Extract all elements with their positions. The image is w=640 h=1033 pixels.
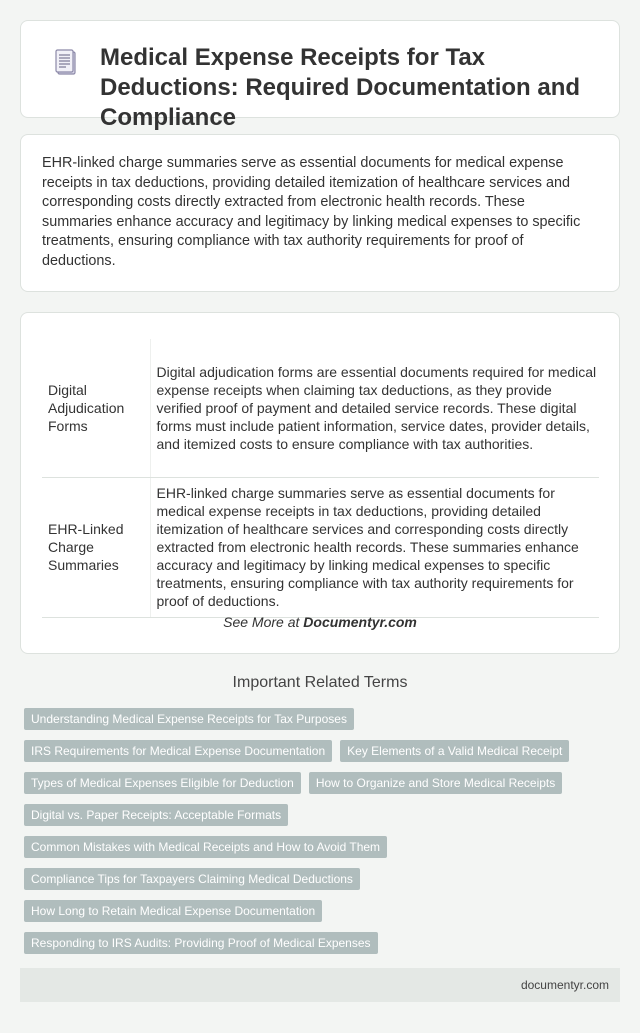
summary-text: EHR-linked charge summaries serve as essential documents for medical expense receipts in tax deductions, providing detailed itemization of healthcare services and corresponding costs directly extracted from electronic health records. These summaries enhance accuracy and legitimacy by linking medical expenses to specific treatments, ensuring compliance with tax authority requirements for proof of deductions.: [42, 155, 581, 269]
related-terms-heading: Important Related Terms: [232, 674, 408, 691]
related-term-tag[interactable]: How to Organize and Store Medical Receipts: [309, 772, 562, 794]
terms-table-card: [20, 312, 620, 654]
tag-row: [24, 772, 562, 794]
tag-row: [24, 868, 360, 890]
related-term-tag[interactable]: Common Mistakes with Medical Receipts and How to Avoid Them: [24, 836, 387, 858]
related-term-tag[interactable]: Compliance Tips for Taxpayers Claiming Medical Deductions: [24, 868, 360, 890]
related-term-tag[interactable]: Understanding Medical Expense Receipts for Tax Purposes: [24, 708, 354, 730]
related-term-tag[interactable]: How Long to Retain Medical Expense Documentation: [24, 900, 322, 922]
see-more-site[interactable]: Documentyr.com: [303, 614, 417, 630]
document-icon: [54, 49, 80, 77]
tag-row: [24, 836, 387, 858]
table-row: [42, 339, 599, 477]
related-term-tag[interactable]: Responding to IRS Audits: Providing Proof of Medical Expenses: [24, 932, 378, 954]
tag-row: [24, 708, 354, 730]
term-cell: EHR-Linked Charge Summaries: [42, 477, 150, 617]
see-more-prefix: See More at: [223, 614, 304, 630]
related-term-tag[interactable]: IRS Requirements for Medical Expense Documentation: [24, 740, 332, 762]
related-term-tag[interactable]: Digital vs. Paper Receipts: Acceptable Formats: [24, 804, 288, 826]
table-row: [42, 477, 599, 617]
tag-row: [24, 740, 569, 762]
related-term-tag[interactable]: Key Elements of a Valid Medical Receipt: [340, 740, 569, 762]
description-cell: Digital adjudication forms are essential documents required for medical expense receipts when claiming tax deductions, as they provide verified proof of payment and detailed service records. These digital forms must include patient information, service dates, provider details, and itemized costs to ensure compliance with tax authorities.: [150, 339, 599, 477]
header-card: [20, 20, 620, 131]
terms-table: [42, 339, 599, 618]
term-cell: Digital Adjudication Forms: [42, 339, 150, 477]
footer: [20, 968, 620, 1002]
summary-card: [20, 134, 620, 292]
description-cell: EHR-linked charge summaries serve as essential documents for medical expense receipts in tax deductions, providing detailed itemization of healthcare services and corresponding costs directly extracted from electronic health records. These summaries enhance accuracy and legitimacy by linking medical expenses to specific treatments, ensuring compliance with tax authority requirements for proof of deductions.: [150, 477, 599, 617]
tag-row: [24, 804, 288, 826]
page-title: Medical Expense Receipts for Tax Deductions: Required Documentation and Compliance: [100, 44, 581, 131]
footer-site-link[interactable]: documentyr.com: [520, 978, 609, 992]
related-term-tag[interactable]: Types of Medical Expenses Eligible for Deduction: [24, 772, 301, 794]
see-more-link[interactable]: [21, 614, 619, 630]
tag-row: [24, 900, 322, 922]
tag-row: [24, 932, 378, 954]
